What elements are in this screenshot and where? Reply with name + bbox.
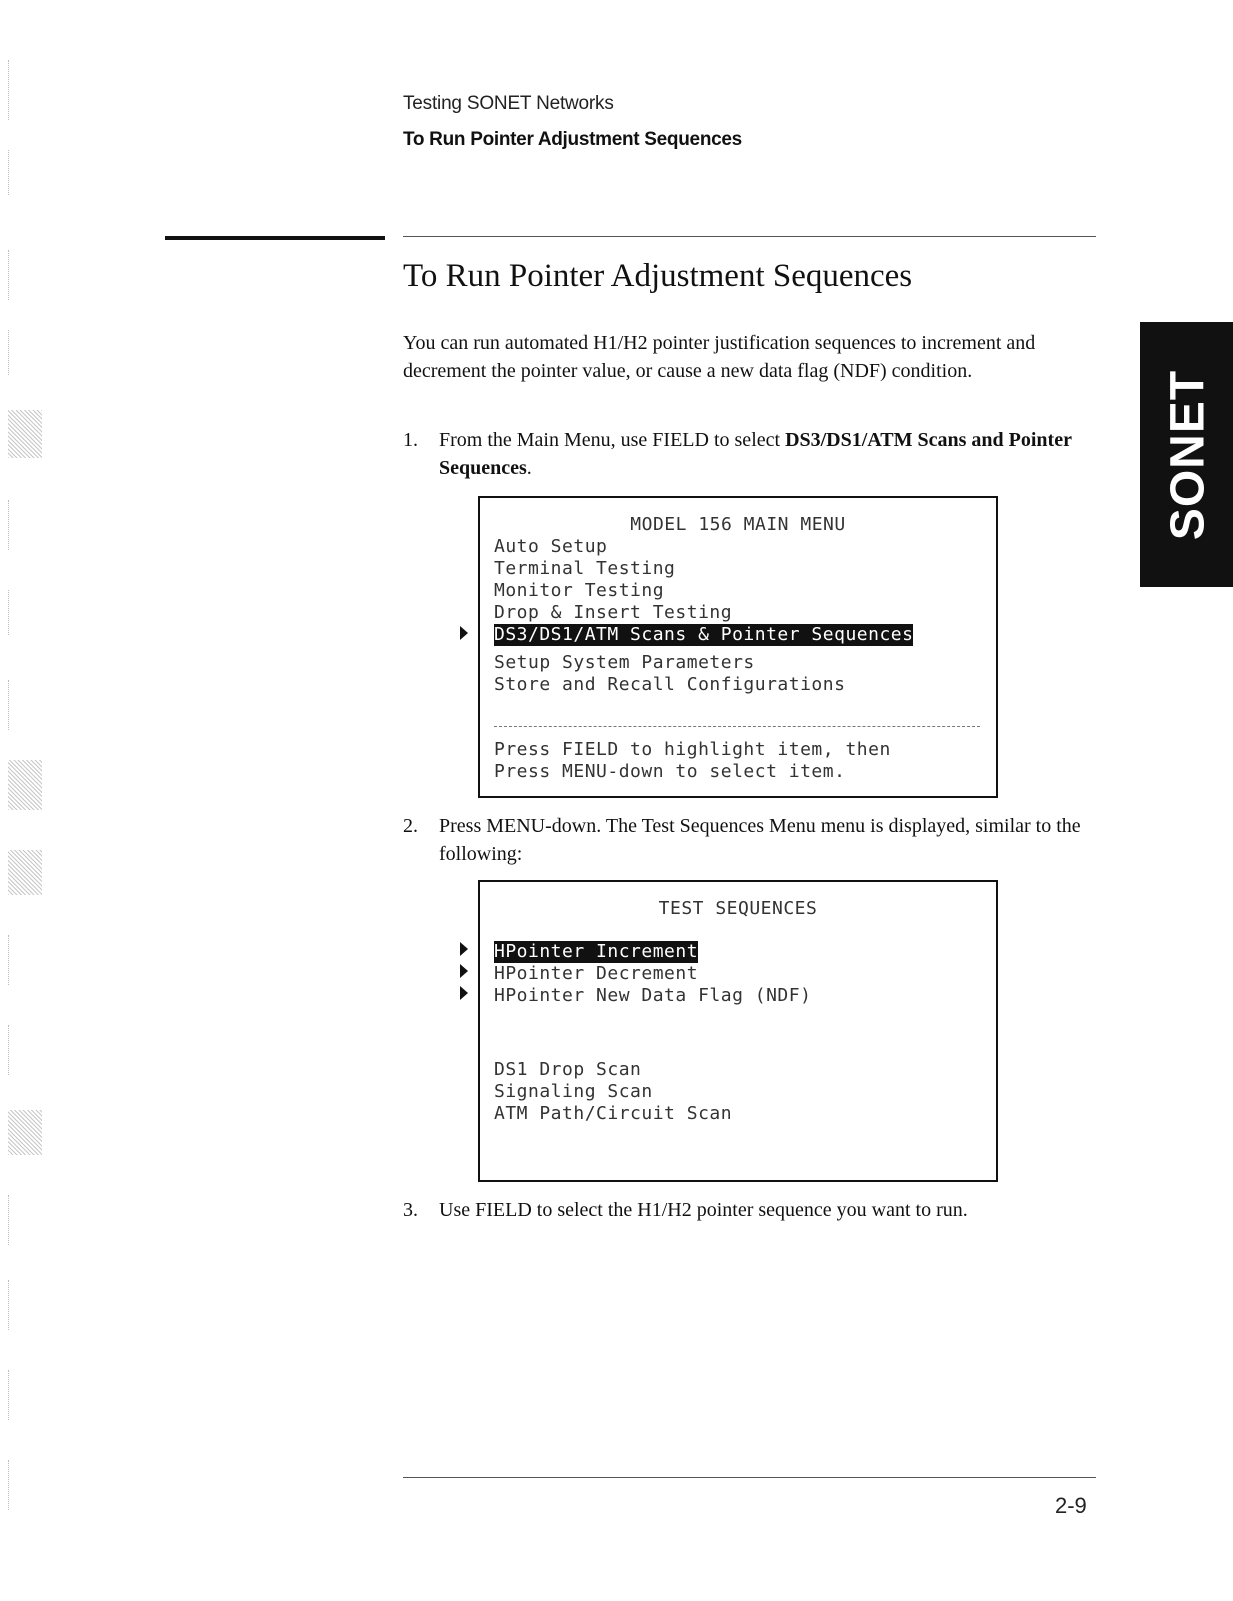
- footer-rule: [403, 1477, 1096, 1478]
- screen-title: TEST SEQUENCES: [658, 898, 818, 919]
- help-text: Press FIELD to highlight item, then: [494, 739, 891, 760]
- binding-mark: [8, 935, 43, 985]
- step-text-bold: DS3/DS1/ATM Scans and Pointer Sequences: [439, 429, 1072, 479]
- sequence-item: HPointer New Data Flag (NDF): [494, 985, 812, 1006]
- binding-mark: [8, 1025, 43, 1075]
- selection-marker-icon: [460, 942, 468, 956]
- help-text: Press MENU-down to select item.: [494, 761, 846, 782]
- intro-paragraph: You can run automated H1/H2 pointer justification sequences to increment and decrement the pointer value, or cause a new data flag (NDF) condition.: [403, 332, 1036, 382]
- step-1: [403, 426, 1103, 486]
- sonet-side-tab: [1140, 322, 1233, 587]
- binding-mark: [8, 1370, 43, 1420]
- step-text-end: .: [526, 457, 532, 479]
- step-3: [403, 1196, 1103, 1226]
- test-sequences-screen: [478, 880, 998, 1182]
- step-number: 3.: [403, 1199, 418, 1221]
- sequence-item: HPointer Decrement: [494, 963, 699, 984]
- section-rule-thin: [403, 236, 1096, 237]
- binding-mark: [8, 1460, 43, 1510]
- binding-mark: [8, 500, 43, 550]
- menu-item: Setup System Parameters: [494, 652, 755, 673]
- sequence-item: DS1 Drop Scan: [494, 1059, 642, 1080]
- step-text: Use FIELD to select the H1/H2 pointer sequence you want to run.: [439, 1199, 968, 1221]
- sequence-item-highlighted: HPointer Increment: [494, 941, 699, 962]
- binding-mark: [8, 330, 43, 375]
- step-text: [439, 426, 1099, 482]
- selection-marker-icon: [460, 626, 468, 640]
- sequence-item: ATM Path/Circuit Scan: [494, 1103, 733, 1124]
- menu-item: Terminal Testing: [494, 558, 676, 579]
- main-menu-screen: [478, 496, 998, 798]
- step-number: 1.: [403, 429, 418, 451]
- binding-mark: [8, 60, 43, 120]
- binding-mark: [8, 250, 43, 300]
- binding-mark: [8, 410, 42, 458]
- sequence-item: Signaling Scan: [494, 1081, 653, 1102]
- screen-title: MODEL 156 MAIN MENU: [630, 514, 846, 535]
- selection-marker-icon: [460, 964, 468, 978]
- menu-item: Monitor Testing: [494, 580, 665, 601]
- menu-item: Drop & Insert Testing: [494, 602, 733, 623]
- step-number: 2.: [403, 815, 418, 837]
- binding-mark: [8, 760, 42, 810]
- binding-mark: [8, 850, 42, 895]
- screen-divider: [494, 726, 980, 727]
- side-tab-label: SONET: [1161, 369, 1214, 540]
- binding-mark: [8, 1280, 43, 1330]
- binding-mark: [8, 680, 43, 730]
- binding-mark: [8, 1195, 43, 1245]
- running-header-section: Testing SONET Networks: [403, 93, 614, 114]
- step-text-plain: From the Main Menu, use FIELD to select: [439, 429, 786, 451]
- menu-item: Store and Recall Configurations: [494, 674, 846, 695]
- binding-mark: [8, 590, 43, 635]
- step-text: Press MENU-down. The Test Sequences Menu menu is displayed, similar to the following:: [439, 815, 1081, 865]
- running-header-topic: To Run Pointer Adjustment Sequences: [403, 129, 742, 150]
- menu-item-highlighted: DS3/DS1/ATM Scans & Pointer Sequences: [494, 624, 914, 645]
- step-2: [403, 812, 1103, 872]
- binding-mark: [8, 1110, 42, 1155]
- binding-mark: [8, 150, 43, 195]
- selection-marker-icon: [460, 986, 468, 1000]
- menu-item: Auto Setup: [494, 536, 608, 557]
- page-number: 2-9: [1055, 1493, 1087, 1518]
- page-title: To Run Pointer Adjustment Sequences: [403, 258, 913, 294]
- section-rule-thick: [165, 236, 385, 240]
